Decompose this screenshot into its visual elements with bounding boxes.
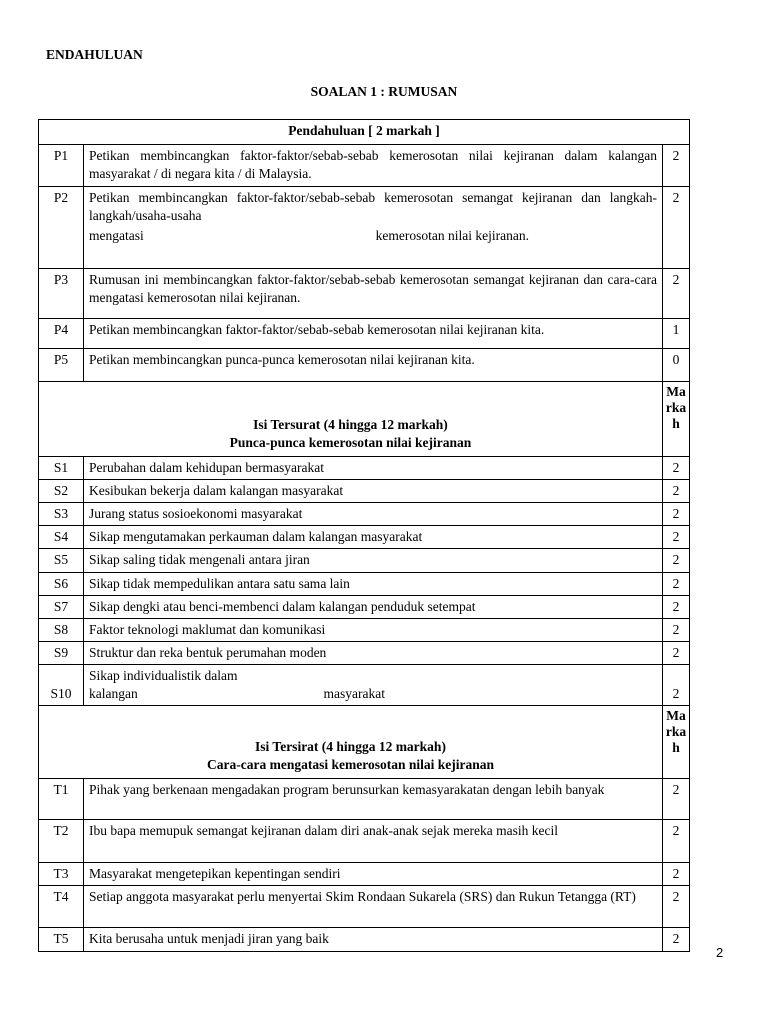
marking-scheme-table [38, 119, 690, 457]
row-text-part: mengatasi [89, 228, 144, 243]
row-text: Faktor teknologi maklumat dan komunikasi [84, 619, 663, 642]
section-subtitle: Punca-punca kemerosotan nilai kejiranan [229, 435, 472, 450]
section-header [39, 382, 663, 457]
row-mark: 2 [663, 820, 690, 863]
row-code: P3 [39, 269, 84, 319]
row-text: Petikan membincangkan faktor-faktor/sebab-sebab kemerosotan nilai kejiranan kita. [84, 319, 663, 349]
row-text: Sikap mengutamakan perkauman dalam kalangan masyarakat [84, 526, 663, 549]
section-title: Isi Tersirat (4 hingga 12 markah) [255, 739, 446, 754]
row-mark: 2 [662, 145, 689, 187]
row-mark: 2 [663, 503, 690, 526]
row-mark: 2 [663, 928, 690, 952]
row-mark: 2 [663, 863, 690, 886]
row-text: Petikan membincangkan faktor-faktor/sebab-sebab kemerosotan nilai kejiranan dalam kalangan masyarakat / di negara kita / di Malaysia. [84, 145, 663, 187]
row-text [84, 187, 663, 269]
row-mark: 2 [663, 549, 690, 573]
row-code: S3 [39, 503, 84, 526]
table-row [39, 642, 690, 665]
page-heading: ENDAHULUAN [46, 47, 143, 62]
row-text: Sikap tidak mempedulikan antara satu sama lain [84, 573, 663, 596]
row-text: Struktur dan reka bentuk perumahan moden [84, 642, 663, 665]
row-text: Rumusan ini membincangkan faktor-faktor/sebab-sebab kemerosotan semangat kejiranan dan cara-cara mengatasi kemerosotan nilai kejiranan. [84, 269, 663, 319]
table-row [39, 526, 690, 549]
table-row [39, 820, 690, 863]
table-row [39, 187, 690, 269]
row-text-line: Sikap individualistik dalam [89, 668, 238, 683]
row-code: T5 [39, 928, 84, 952]
row-code: T4 [39, 886, 84, 928]
row-code: S1 [39, 457, 84, 480]
markah-label: rka [665, 400, 687, 415]
row-text: Setiap anggota masyarakat perlu menyertai Skim Rondaan Sukarela (SRS) dan Rukun Tetangga (RT) [84, 886, 663, 928]
row-code: S2 [39, 480, 84, 503]
table-row [39, 886, 690, 928]
row-code: T1 [39, 779, 84, 820]
row-code: S9 [39, 642, 84, 665]
markah-header [662, 382, 689, 457]
row-mark: 2 [663, 779, 690, 820]
page-number: 2 [716, 945, 724, 960]
markah-label: h [672, 416, 680, 431]
row-text [84, 665, 663, 706]
row-code: S8 [39, 619, 84, 642]
row-mark: 2 [663, 526, 690, 549]
section-header-row [39, 706, 690, 779]
table-row [39, 480, 690, 503]
section-title: Isi Tersurat (4 hingga 12 markah) [253, 417, 448, 432]
row-code: S6 [39, 573, 84, 596]
row-text-part: kemerosotan nilai kejiranan. [375, 228, 529, 243]
markah-label: Ma [666, 708, 686, 723]
row-text: Petikan membincangkan punca-punca kemerosotan nilai kejiranan kita. [84, 349, 663, 382]
table-row [39, 349, 690, 382]
row-text: Jurang status sosioekonomi masyarakat [84, 503, 663, 526]
row-text-part: kalangan [89, 686, 138, 701]
row-mark: 1 [662, 319, 689, 349]
row-mark: 2 [663, 642, 690, 665]
row-code: P2 [39, 187, 84, 269]
row-text-line: Petikan membincangkan faktor-faktor/sebab-sebab kemerosotan semangat kejiranan dan langkah- langkah/usaha-usaha [89, 190, 657, 223]
row-code: P4 [39, 319, 84, 349]
table-row [39, 457, 690, 480]
table-row [39, 145, 690, 187]
causes-table [38, 456, 690, 952]
row-code: S4 [39, 526, 84, 549]
table-row [39, 928, 690, 952]
table-row [39, 665, 690, 706]
row-code: T2 [39, 820, 84, 863]
row-mark: 2 [663, 573, 690, 596]
row-text: Pihak yang berkenaan mengadakan program berunsurkan kemasyarakatan dengan lebih banyak [84, 779, 663, 820]
table-row [39, 573, 690, 596]
question-title: SOALAN 1 : RUMUSAN [310, 84, 458, 99]
row-text: Ibu bapa memupuk semangat kejiranan dalam diri anak-anak sejak mereka masih kecil [84, 820, 663, 863]
row-text: Sikap saling tidak mengenali antara jiran [84, 549, 663, 573]
row-text: Masyarakat mengetepikan kepentingan sendiri [84, 863, 663, 886]
table-row [39, 863, 690, 886]
table-row [39, 319, 690, 349]
row-mark: 2 [663, 480, 690, 503]
section-header-row [39, 382, 690, 457]
row-code: P5 [39, 349, 84, 382]
table-row [39, 549, 690, 573]
row-mark: 2 [662, 187, 689, 269]
row-code: S7 [39, 596, 84, 619]
row-mark: 2 [662, 269, 689, 319]
table-row [39, 269, 690, 319]
row-mark: 2 [663, 619, 690, 642]
row-code: P1 [39, 145, 84, 187]
table-row [39, 619, 690, 642]
table-row [39, 596, 690, 619]
row-text: Kita berusaha untuk menjadi jiran yang baik [84, 928, 663, 952]
row-mark: 2 [663, 596, 690, 619]
markah-label: rka [665, 724, 687, 739]
row-mark: 2 [663, 886, 690, 928]
row-code: S5 [39, 549, 84, 573]
markah-label: Ma [666, 384, 686, 399]
row-mark: 2 [663, 665, 690, 706]
table-row [39, 503, 690, 526]
row-text: Sikap dengki atau benci-membenci dalam kalangan penduduk setempat [84, 596, 663, 619]
row-text: Kesibukan bekerja dalam kalangan masyarakat [84, 480, 663, 503]
markah-label: h [672, 740, 680, 755]
row-code: T3 [39, 863, 84, 886]
row-text-part: masyarakat [323, 686, 385, 701]
row-text: Perubahan dalam kehidupan bermasyarakat [84, 457, 663, 480]
section-header [39, 706, 663, 779]
section-subtitle: Cara-cara mengatasi kemerosotan nilai kejiranan [207, 757, 494, 772]
row-mark: 0 [662, 349, 689, 382]
row-mark: 2 [663, 457, 690, 480]
pendahuluan-header: Pendahuluan [ 2 markah ] [39, 120, 690, 145]
markah-header [663, 706, 690, 779]
row-code: S10 [39, 665, 84, 706]
table-row [39, 779, 690, 820]
